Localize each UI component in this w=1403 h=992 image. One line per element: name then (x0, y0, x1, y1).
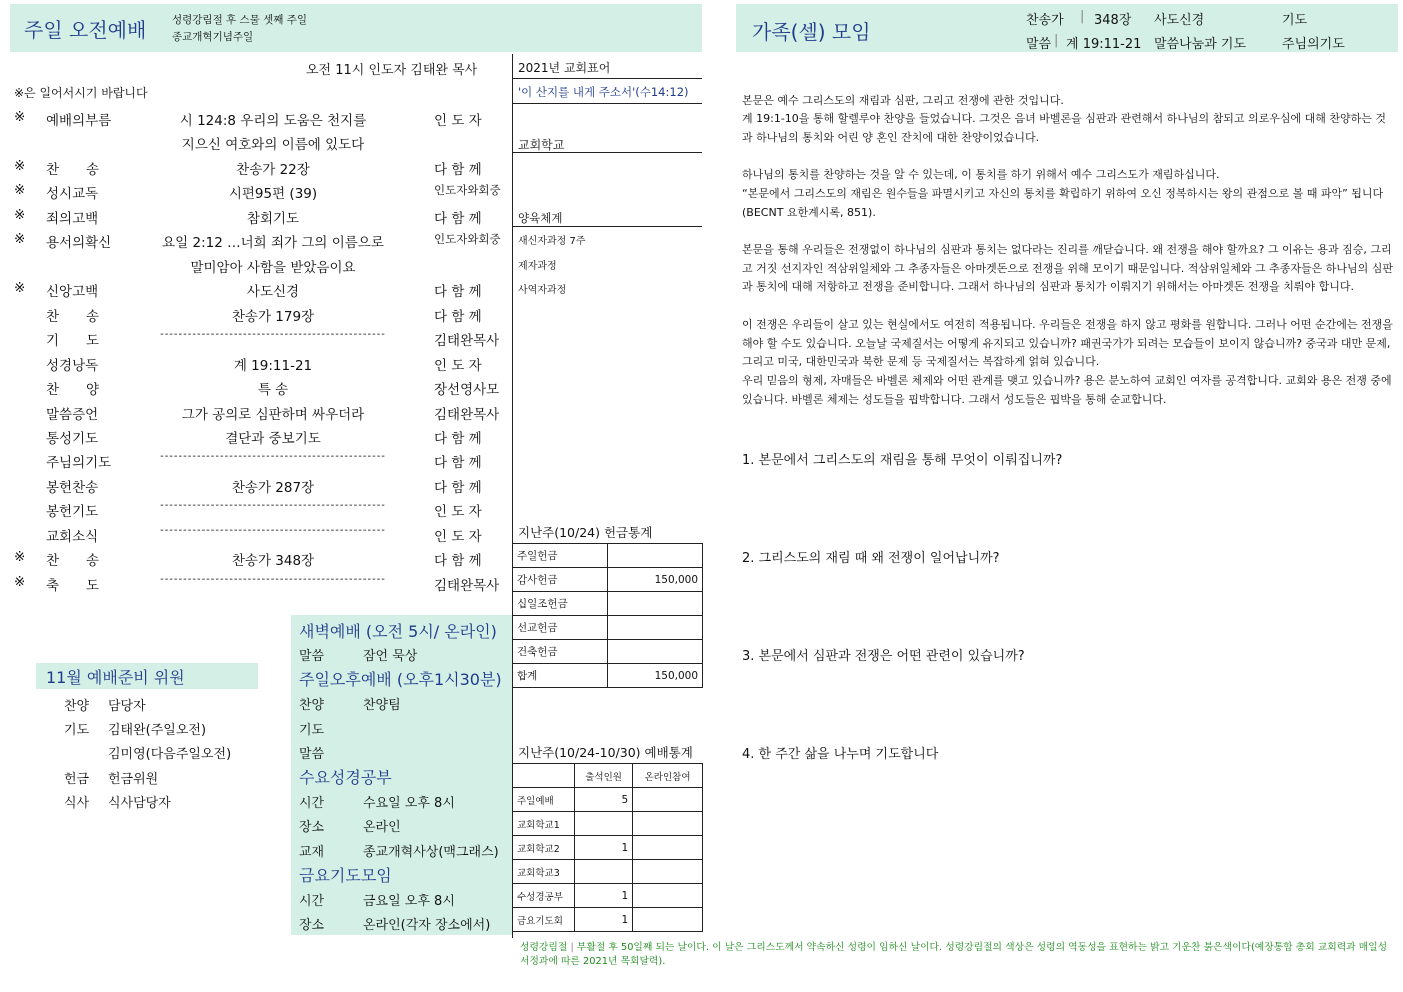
offering-title: 지난주(10/24) 헌금통계 (518, 525, 653, 540)
prep-label: 찬양 (64, 699, 90, 714)
worship-subtitle-1: 성령강림절 후 스물 셋째 주일 (172, 14, 308, 26)
motto-title: 2021년 교회표어 (518, 61, 611, 75)
dawn-word-label: 말씀 (299, 649, 325, 664)
wed-place-label: 장소 (299, 820, 325, 835)
table-row: 감사헌금 150,000 (513, 568, 703, 592)
worship-title: 주일 오전예배 (24, 18, 147, 42)
table-row: 합계 150,000 (513, 664, 703, 688)
table-row: 교회학교3 (513, 860, 703, 884)
service-time-leader: 오전 11시 인도자 김태완 목사 (306, 63, 478, 78)
offering-table (512, 543, 703, 688)
prep-value: 김태완(주일오전) (108, 723, 207, 738)
standing-note: ※은 일어서시기 바랍니다 (14, 86, 148, 100)
worship-header (10, 4, 702, 52)
divider-line (512, 226, 702, 227)
afternoon-prayer-label: 기도 (299, 723, 325, 738)
church-school: 교회학교 (518, 138, 565, 152)
prep-label: 기도 (64, 723, 90, 738)
order-row: 말씀증언 그가 공의로 심판하며 싸우더라 김태완목사 (46, 407, 500, 423)
cell-divider: | (1080, 9, 1085, 24)
cell-lords-prayer: 주님의기도 (1282, 37, 1345, 52)
table-row: 건축헌금 (513, 640, 703, 664)
wed-text: 종교개혁사상(맥그래스) (363, 845, 499, 860)
divider-line (512, 78, 702, 79)
body-paragraph: 이 전쟁은 우리들이 살고 있는 현실에서도 여전히 적용됩니다. 우리들은 전쟁을 하지 않고 평화를 원합니다. 그러나 어떤 순간에는 전쟁을 해야 할 수도 있습니다. 오늘날 국제질서는 어떻게 유지되고 있습니까? 패권국가가 되려는 모습들이 보이지 않습니까? 중국과 대만 문제, 그리고 미국, 대한민국과 북한 문제 등 국제질서는 복잡하게 얽혀 있습니다. (742, 318, 1393, 369)
course-minister: 사역자과정 (518, 285, 567, 296)
order-row: 통성기도 결단과 중보기도 다 함 께 (46, 431, 482, 447)
table-row: 십일조헌금 (513, 592, 703, 616)
wed-place: 온라인 (363, 820, 401, 835)
training-system: 양육체계 (518, 211, 563, 225)
prep-label: 식사 (64, 796, 90, 811)
discussion-question-1: 1. 본문에서 그리스도의 재림을 통해 무엇이 이뤄집니까? (742, 453, 1063, 468)
table-row: 주일헌금 (513, 544, 703, 568)
fri-place-label: 장소 (299, 918, 325, 933)
pentecost-text: 부활절 후 50일째 되는 날이다. 이 날은 그리스도께서 약속하신 성령이 임하신 날이다. 성령강림절의 색상은 성령의 역동성을 표현하는 밝고 기운찬 붉은색이다(예장통합 총회 교회력과 매일성서정과에 따른 2021년 목회달력). (520, 942, 1388, 967)
divider-line (512, 103, 702, 104)
body-paragraph: 하나님의 통치를 찬양하는 것을 알 수 있는데, 이 통치를 하기 위해서 예수 그리스도가 재림하십니다. (742, 168, 1220, 181)
cell-word-value: 계 19:11-21 (1066, 37, 1142, 52)
order-row: 성경낭독 계 19:11-21 인 도 자 (46, 358, 482, 374)
course-newcomer: 새신자과정 7주 (518, 236, 586, 247)
order-row: ※ 용서의확신 요일 2:12 …너희 죄가 그의 이름으로 인도자와회중 (14, 231, 501, 251)
body-paragraph: 우리 믿음의 형제, 자매들은 바벨론 체제와 어떤 관계를 맺고 있습니까? 용은 분노하여 교회인 여자를 공격합니다. 교회와 용은 전쟁 중에 있습니다. 바벨론 체제는 성도들을 핍박합니다. 그래서 성도들은 핍박을 통해 순교합니다. (742, 374, 1392, 406)
order-row: ※ 축 도 ------------------------------------------------- 김태완목사 (14, 574, 500, 594)
attendance-title: 지난주(10/24-10/30) 예배통계 (518, 745, 693, 760)
worship-subtitle-2: 종교개혁기념주일 (172, 31, 254, 43)
afternoon-praise-label: 찬양 (299, 698, 325, 713)
order-row: 찬 양 특 송 장선영사모 (46, 382, 500, 398)
order-row: 봉헌찬송 찬송가 287장 다 함 께 (46, 480, 482, 496)
order-row: ※ 성시교독 시편95편 (39) 인도자와회중 (14, 182, 501, 202)
wed-text-label: 교재 (299, 845, 325, 860)
prep-value: 헌금위원 (108, 772, 159, 787)
wednesday-study-title: 수요성경공부 (299, 768, 392, 787)
order-row: 말미암아 사함을 받았음이요 (190, 260, 356, 276)
dawn-service-title: 새벽예배 (오전 5시/ 온라인) (299, 622, 497, 641)
cell-sharing: 말씀나눔과 기도 (1154, 37, 1247, 52)
cell-word-label: 말씀 (1026, 37, 1052, 52)
table-row: 금요기도회 1 (513, 908, 703, 932)
prep-title: 11월 예배준비 위원 (46, 668, 185, 687)
order-row: ※ 죄의고백 참회기도 다 함 께 (14, 207, 482, 227)
order-row: 주님의기도 ------------------------------------------------- 다 함 께 (46, 451, 482, 471)
order-row: ※ 찬 송 찬송가 22장 다 함 께 (14, 158, 482, 178)
prep-value: 식사담당자 (108, 796, 171, 811)
prep-header (36, 663, 258, 689)
cell-creed: 사도신경 (1154, 13, 1205, 28)
cell-prayer: 기도 (1282, 13, 1308, 28)
cell-hymn-label: 찬송가 (1026, 13, 1064, 28)
order-row: ※ 찬 송 찬송가 348장 다 함 께 (14, 549, 482, 569)
pentecost-label: 성령강림절 (520, 942, 568, 953)
fri-place: 온라인(각자 장소에서) (363, 918, 491, 933)
order-row: ※ 예배의부름 시 124:8 우리의 도움은 천지를 인 도 자 (14, 109, 482, 129)
course-disciple: 제자과정 (518, 261, 557, 272)
prep-value: 담당자 (108, 699, 146, 714)
table-row: 주일예배 5 (513, 788, 703, 812)
afternoon-praise: 찬양팀 (363, 698, 401, 713)
pentecost-note (520, 941, 1396, 968)
cell-title: 가족(셀) 모임 (752, 20, 871, 44)
body-paragraph: “본문에서 그리스도의 재림은 원수들을 파멸시키고 자신의 통치를 확립하기 위하여 오신 정복하시는 왕의 관점으로 볼 때 파악” 됩니다(BECNT 요한계시록, 851). (742, 187, 1384, 219)
body-paragraph: 본문을 통해 우리들은 전쟁없이 하나님의 심판과 통치는 없다라는 진리를 깨닫습니다. 왜 전쟁을 해야 할까요? 그 이유는 용과 짐승, 그리고 거짓 선지자인 적삼위일체와 그 추종자들은 아마겟돈으로 전쟁을 위해 모이기 때문입니다. 적삼위일체와 그 추종자들은 하나님의 심판과 통치에 대해 저항하고 전쟁을 준비합니다. 그래서 하나님의 심판과 통치가 이뤄지기 위해서는 아마겟돈 전쟁을 치뤄야 합니다. (742, 243, 1393, 294)
cell-hymn-value: 348장 (1094, 13, 1132, 28)
wed-time-label: 시간 (299, 796, 325, 811)
order-row: 교회소식 ------------------------------------------------- 인 도 자 (46, 525, 482, 545)
discussion-question-4: 4. 한 주간 삶을 나누며 기도합니다 (742, 747, 939, 762)
discussion-question-3: 3. 본문에서 심판과 전쟁은 어떤 관련이 있습니까? (742, 649, 1025, 664)
table-row: 수성경공부 1 (513, 884, 703, 908)
cell-divider: | (1054, 33, 1059, 48)
order-row: 지으신 여호와의 이름에 있도다 (181, 137, 365, 153)
table-row: 교회학교2 1 (513, 836, 703, 860)
order-row: ※ 신앙고백 사도신경 다 함 께 (14, 280, 482, 300)
dawn-word: 잠언 묵상 (363, 649, 418, 664)
table-row: 선교헌금 (513, 616, 703, 640)
cell-header (736, 4, 1398, 52)
order-row: 찬 송 찬송가 179장 다 함 께 (46, 309, 482, 325)
friday-prayer-title: 금요기도모임 (299, 866, 392, 885)
prep-value: 김미영(다음주일오전) (108, 747, 232, 762)
order-row: 봉헌기도 ------------------------------------------------- 인 도 자 (46, 500, 482, 520)
body-paragraph: 계 19:1-10을 통해 할렐루야 찬양을 들었습니다. 그것은 음녀 바벨론을 심판과 관련해서 하나님의 참되고 의로우심에 대해 찬양하는 것과 하나님의 통치와 어린 양 혼인 잔치에 대한 찬양이었습니다. (742, 112, 1387, 144)
body-paragraph: 본문은 예수 그리스도의 재림과 심판, 그리고 전쟁에 관한 것입니다. (742, 94, 1064, 107)
fri-time-label: 시간 (299, 894, 325, 909)
table-row: 출석인원 온라인참여 (513, 764, 703, 788)
afternoon-word-label: 말씀 (299, 747, 325, 762)
wed-time: 수요일 오후 8시 (363, 796, 455, 811)
afternoon-service-title: 주일오후예배 (오후1시30분) (299, 670, 502, 689)
footer-divider: | (570, 942, 577, 953)
order-row: 기 도 ------------------------------------------------- 김태완목사 (46, 329, 500, 349)
divider-line (512, 152, 702, 153)
church-motto: '이 산지를 내게 주소서'(수14:12) (518, 85, 689, 99)
prep-label: 헌금 (64, 772, 90, 787)
table-row: 교회학교1 (513, 812, 703, 836)
discussion-question-2: 2. 그리스도의 재림 때 왜 전쟁이 일어납니까? (742, 551, 1000, 566)
attendance-table (512, 763, 703, 932)
fri-time: 금요일 오후 8시 (363, 894, 455, 909)
